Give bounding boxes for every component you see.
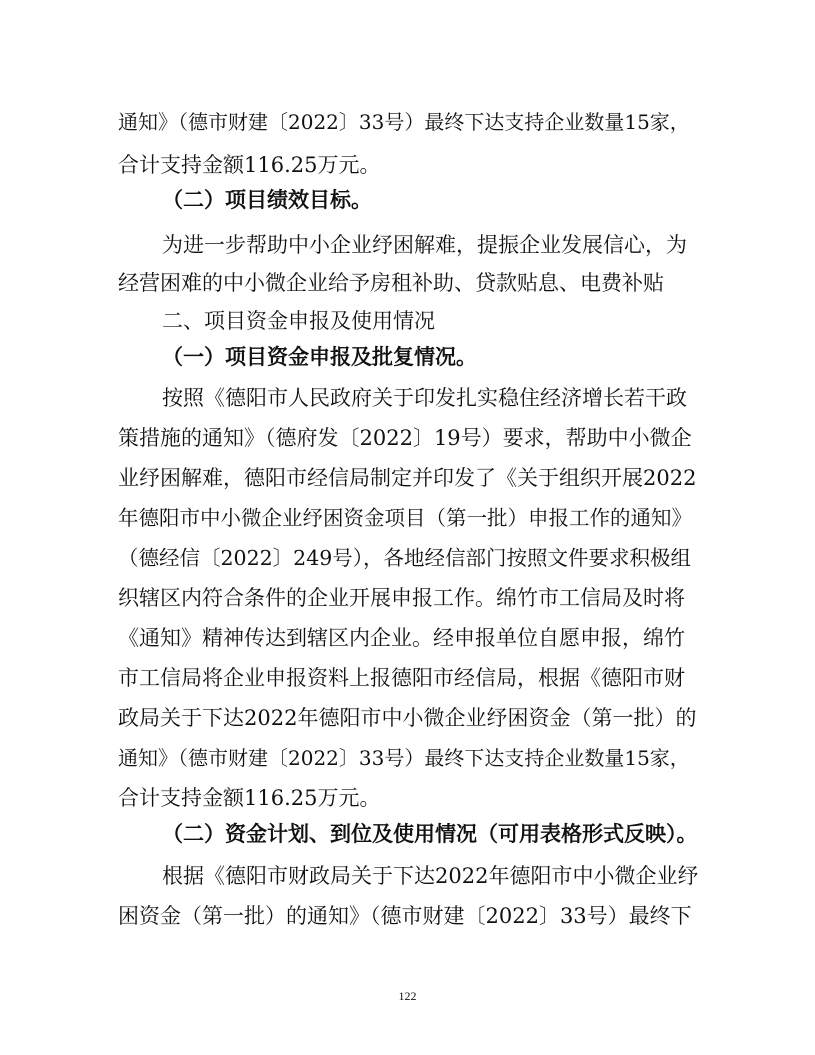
- paragraph-line: 按照《德阳市人民政府关于印发扎实稳住经济增长若干政: [162, 386, 687, 410]
- paragraph-line: 通知》（德市财建〔2022〕33号）最终下达支持企业数量15家，: [118, 110, 690, 134]
- paragraph-line: 《通知》精神传达到辖区内企业。经申报单位自愿申报，绵竹: [118, 626, 685, 650]
- paragraph-line: 年德阳市中小微企业纾困资金项目（第一批）申报工作的通知》: [118, 506, 692, 530]
- paragraph-line: 政局关于下达2022年德阳市中小微企业纾困资金（第一批）的: [118, 706, 697, 730]
- section-heading: （二）资金计划、到位及使用情况（可用表格形式反映）。: [162, 822, 698, 846]
- paragraph-line: 织辖区内符合条件的企业开展申报工作。绵竹市工信局及时将: [118, 586, 685, 610]
- paragraph-line: 根据《德阳市财政局关于下达2022年德阳市中小微企业纾: [162, 864, 699, 888]
- paragraph-line: 经营困难的中小微企业给予房租补助、贷款贴息、电费补贴: [118, 271, 664, 295]
- paragraph-line: 业纾困解难，德阳市经信局制定并印发了《关于组织开展2022: [118, 466, 697, 490]
- page-number: 122: [398, 989, 417, 1003]
- paragraph-line: 困资金（第一批）的通知》（德市财建〔2022〕33号）最终下: [118, 904, 692, 928]
- section-heading: （二）项目绩效目标。: [162, 188, 372, 212]
- paragraph-line: 策措施的通知》（德府发〔2022〕19号）要求，帮助中小微企: [118, 426, 692, 450]
- section-heading: 二、项目资金申报及使用情况: [162, 309, 435, 333]
- paragraph-line: 合计支持金额116.25万元。: [118, 153, 381, 177]
- paragraph-line: （德经信〔2022〕249号），各地经信部门按照文件要求积极组: [118, 546, 692, 570]
- paragraph-line: 市工信局将企业申报资料上报德阳市经信局，根据《德阳市财: [118, 666, 685, 690]
- paragraph-line: 通知》（德市财建〔2022〕33号）最终下达支持企业数量15家，: [118, 746, 690, 770]
- paragraph-line: 为进一步帮助中小企业纾困解难，提振企业发展信心，为: [162, 233, 687, 257]
- paragraph-line: 合计支持金额116.25万元。: [118, 786, 381, 810]
- section-heading: （一）项目资金申报及批复情况。: [162, 345, 477, 369]
